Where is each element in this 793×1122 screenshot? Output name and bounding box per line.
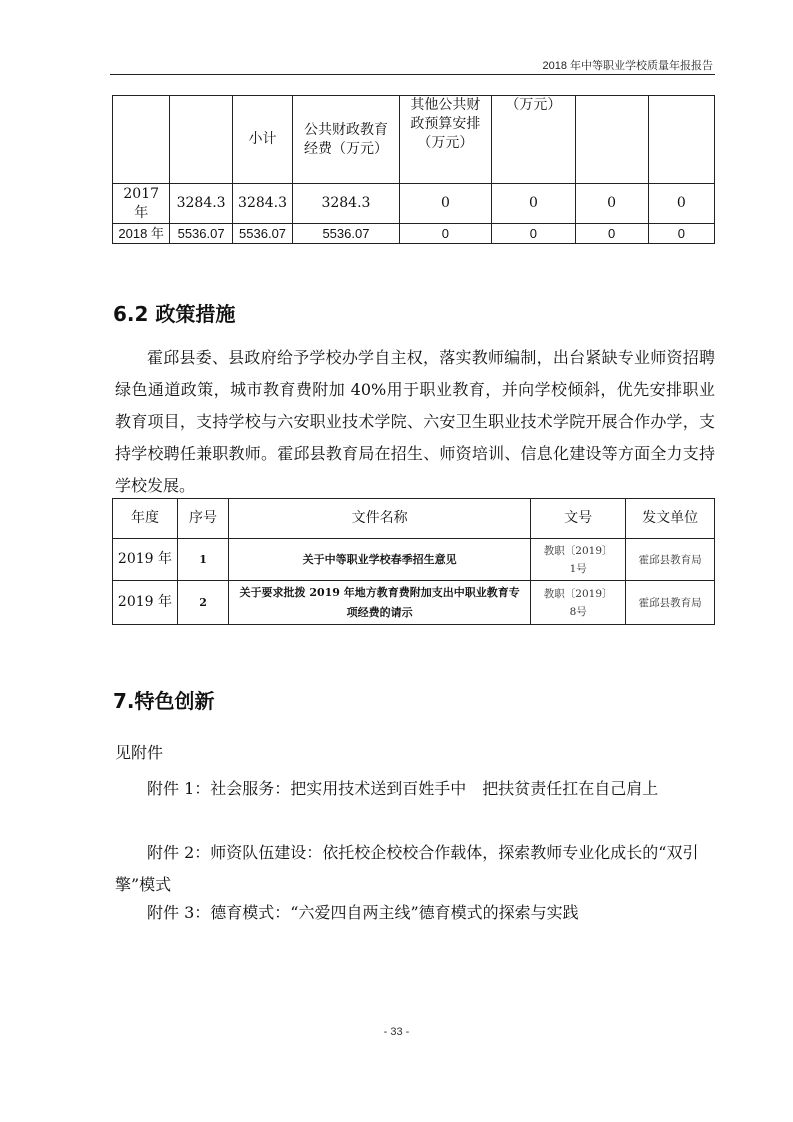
page-number: - 33 -	[383, 1026, 410, 1038]
header-rule	[110, 74, 715, 75]
table-header-row	[113, 96, 715, 184]
running-header: 2018 年中等职业学校质量年报报告	[542, 60, 713, 72]
document-name-cell: 关于要求批拨 2019 年地方教育费附加支出中职业教育专项经费的请示	[229, 581, 531, 625]
document-number-cell: 教职〔2019〕8号	[531, 581, 626, 625]
table-row	[113, 184, 715, 224]
value-cell: 0	[575, 184, 648, 224]
annex-item-1: 附件 1：社会服务：把实用技术送到百姓手中 把扶贫责任扛在自己肩上	[147, 779, 659, 798]
section-heading-7: 7.特色创新	[113, 689, 215, 713]
header-issuing-unit: 发文单位	[626, 499, 715, 539]
header-cell-subtotal: 小计	[232, 96, 293, 184]
value-cell: 0	[492, 184, 575, 224]
value-cell: 0	[648, 184, 714, 224]
header-cell-other-finance: 其他公共财政预算安排（万元）	[399, 96, 492, 184]
header-number: 序号	[177, 499, 228, 539]
value-cell: 5536.07	[232, 224, 293, 244]
value-cell: 0	[575, 224, 648, 244]
number-cell: 1	[177, 539, 228, 581]
policy-table	[112, 498, 715, 625]
table-row	[113, 539, 715, 581]
year-cell: 2017 年	[113, 184, 170, 224]
annex-item-2: 附件 2：师资队伍建设：依托校企校校合作载体，探索教师专业化成长的“双引擎”模式	[115, 843, 699, 894]
value-cell: 5536.07	[170, 224, 232, 244]
header-document-number: 文号	[531, 499, 626, 539]
value-cell: 5536.07	[293, 224, 399, 244]
year-cell: 2019 年	[113, 539, 178, 581]
header-cell-public-finance: 公共财政教育经费（万元）	[293, 96, 399, 184]
issuing-unit-cell: 霍邱县教育局	[626, 581, 715, 625]
value-cell: 0	[492, 224, 575, 244]
header-year: 年度	[113, 499, 178, 539]
header-cell-unit: （万元）	[492, 96, 575, 184]
value-cell: 3284.3	[170, 184, 232, 224]
number-cell: 2	[177, 581, 228, 625]
annex-item-3: 附件 3：德育模式：“六爱四自两主线”德育模式的探索与实践	[147, 903, 579, 922]
table-row	[113, 581, 715, 625]
budget-table	[112, 95, 715, 244]
value-cell: 0	[648, 224, 714, 244]
table-header-row	[113, 499, 715, 539]
year-cell: 2019 年	[113, 581, 178, 625]
issuing-unit-cell: 霍邱县教育局	[626, 539, 715, 581]
annex-intro: 见附件	[115, 743, 164, 762]
section-heading-6-2: 6.2 政策措施	[113, 302, 236, 326]
policy-paragraph: 霍邱县委、县政府给予学校办学自主权，落实教师编制，出台紧缺专业师资招聘绿色通道政策，城市教育费附加 40%用于职业教育，并向学校倾斜，优先安排职业教育项目，支持学校与六安职业技术学院、六安卫生职业技术学院开展合作办学，支持学校聘任兼职教师。霍邱县教育局在招生、师资培训、信息化建设等方面全力支持学校发展。	[115, 348, 715, 495]
header-cell	[575, 96, 648, 184]
value-cell: 3284.3	[232, 184, 293, 224]
value-cell: 0	[399, 224, 492, 244]
header-cell	[113, 96, 170, 184]
header-cell	[170, 96, 232, 184]
value-cell: 3284.3	[293, 184, 399, 224]
value-cell: 0	[399, 184, 492, 224]
year-cell: 2018 年	[113, 224, 170, 244]
document-number-cell: 教职〔2019〕1号	[531, 539, 626, 581]
table-row	[113, 224, 715, 244]
header-cell	[648, 96, 714, 184]
document-name-cell: 关于中等职业学校春季招生意见	[229, 539, 531, 581]
header-document-name: 文件名称	[229, 499, 531, 539]
